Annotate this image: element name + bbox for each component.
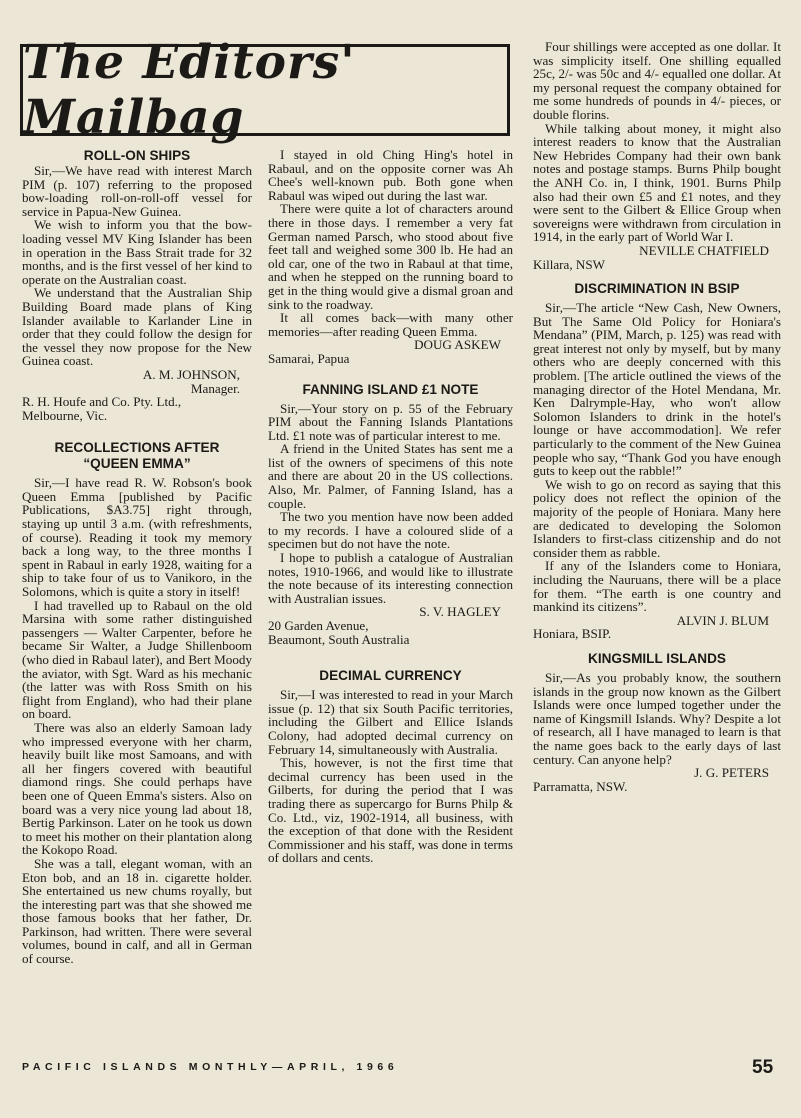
letter-signature: S. V. HAGLEY — [419, 604, 501, 620]
letter-heading: DECIMAL CURRENCY — [319, 668, 462, 684]
letter-paragraph: Sir,—The article “New Cash, New Owners, But The Same Old Policy for Honiara's Mendana” (PIM, March, p. 125) was read with great interest not only by myself, but by many others who are deeply concerned with this problem. [The article outlined the views of the managing director of the Hotel Mendana, Mr. Ken Dalrymple-Hay, who won't allow Solomon Islanders to drink in the hotel's lounge or have accommodation]. We refer particularly to the comment of the New Guinea people who say, “Thank God you have enough guts to keep out the rabble!” — [533, 300, 781, 479]
letter-heading: KINGSMILL ISLANDS — [588, 650, 726, 666]
letter-paragraph: While talking about money, it might also interest readers to know that the Australian New Hebrides Company had their own bank notes and postage stamps. Burns Philp bought the ANH Co. in, I think, 1901. Burns Philp also had their own £5 and £1 notes, and they were sent to the Gilbert & Ellice Group when sovereigns were withdrawn from circulation in 1914, in the early part of World War I. — [533, 120, 781, 245]
letter-paragraph: I hope to publish a catalogue of Australian notes, 1910-1966, and would like to illustrate the note because of its interesting connection with Australian issues. — [268, 550, 513, 606]
letter-address: R. H. Houfe and Co. Pty. Ltd., — [22, 394, 182, 410]
letter-paragraph: It all comes back—with many other memories—after reading Queen Emma. — [268, 310, 513, 339]
letter-address: Samarai, Papua — [268, 350, 350, 366]
column-3 — [533, 40, 781, 793]
letter-address: Melbourne, Vic. — [22, 407, 108, 423]
letter-heading: ROLL-ON SHIPS — [83, 148, 191, 163]
letter-heading: DISCRIMINATION IN BSIP — [574, 281, 740, 297]
letter-signature: A. M. JOHNSON, — [142, 366, 240, 382]
letter-address: Beaumont, South Australia — [268, 631, 410, 647]
letter-paragraph: I stayed in old Ching Hing's hotel in Rabaul, and on the opposite corner was Ah Chee's well-known pub. Both gone when Rabaul was wiped out during the last war. — [268, 147, 513, 203]
letter-paragraph: If any of the Islanders come to Honiara, including the Nauruans, there will be a place for them. “The earth is one country and mankind its citizens”. — [533, 558, 781, 615]
letter-heading: “QUEEN EMMA” — [83, 456, 191, 472]
letter-paragraph: We wish to go on record as saying that this policy does not reflect the opinion of the majority of the people of Honiara. Many here are dedicated to developing the Solomon Islanders to first-class citizenship and do not consider them as rabble. — [533, 476, 781, 560]
letter-paragraph: Sir,—We have read with interest March PIM (p. 107) referring to the proposed bow-loading roll-on-roll-off vessel for service in Papua-New Guinea. — [22, 163, 252, 219]
letter-signature: ALVIN J. BLUM — [676, 612, 769, 628]
letter-signature: NEVILLE CHATFIELD — [639, 242, 769, 258]
letter-paragraph: There were quite a lot of characters around there in those days. I remember a very fat German named Parsch, who stood about five feet tall and weighed some 300 lb. He had an old car, one of the two in Rabaul at that time, and when he stepped on the running board to get in the thing would give a dismal groan and sink to the roadway. — [268, 201, 513, 312]
letter-paragraph: We wish to inform you that the bow-loading vessel MV King Islander has been in operation in the Bass Strait trade for 32 months, and is the first vessel of her kind to operate on the Australian coast. — [22, 217, 252, 287]
letter-address: Killara, NSW — [533, 256, 605, 272]
letter-paragraph: Sir,—I was interested to read in your March issue (p. 12) that six South Pacific territories, including the Gilbert and Ellice Islands Colony, had adopted decimal currency on February 14, simultaneously with Australia. — [268, 687, 513, 757]
letter-paragraph: Sir,—I have read R. W. Robson's book Queen Emma [published by Pacific Publications, $A3.75] right through, staying up until 3 a.m. (with refreshments, of course). Reading it took my memory back a long way, to the three months I spent in Rabaul in early 1928, waiting for a ship to take four of us to Vanikoro, in the Solomons, which is quite a story in itself! — [22, 475, 252, 600]
letter-paragraph: Sir,—Your story on p. 55 of the February PIM about the Fanning Islands Plantations Ltd. £1 note was of particular interest to me. — [268, 400, 513, 443]
column-2 — [268, 148, 513, 865]
letter-paragraph: A friend in the United States has sent me a list of the owners of specimens of this note and there are about 20 in the US collections. Also, Mr. Palmer, of Fanning Island, has a couple. — [268, 441, 513, 511]
letter-signature-title: Manager. — [190, 380, 240, 396]
letter-signature: DOUG ASKEW — [414, 337, 501, 353]
letter-paragraph: I had travelled up to Rabaul on the old Marsina with some rather distinguished passengers — Walter Carpenter, before he became Sir Walter, a Judge Shillenboom (who died in Rabaul later), and Bert Moody the aviator, with Sgt. Ward as his mechanic (the latter was with Ross Smith on his flight from England), who had their plane on board. — [22, 597, 252, 722]
masthead-title: The Editors' Mailbag — [23, 35, 356, 145]
letter-fanning-island — [268, 382, 513, 647]
letter-queen-emma — [22, 440, 252, 965]
letter-paragraph: There was also an elderly Samoan lady who impressed everyone with her charm, heavily built like most Samoans, and with all her fingers covered with beautiful diamond rings. She could perhaps have been one of Queen Emma's sisters. Also on board was a very nice young lad about 18, Bertig Parkinson. Later on he took us down to meet his mother on their plantation along the Kokopo Road. — [22, 719, 252, 858]
footer-publication-line: PACIFIC ISLANDS MONTHLY—APRIL, 1966 — [22, 1061, 399, 1073]
letter-address: 20 Garden Avenue, — [268, 618, 369, 633]
letter-paragraph: Sir,—As you probably know, the southern islands in the group now known as the Gilbert Islands were once lumped together under the name of Kingsmill Islands. Why? Despite a lot of research, all I have managed to learn is that the name goes back to the early days of last century. Can anyone help? — [533, 669, 781, 767]
letter-queen-emma-continued — [268, 148, 513, 366]
letter-decimal-currency — [268, 668, 513, 865]
letter-paragraph: She was a tall, elegant woman, with an Eton bob, and an 18 in. cigarette holder. She entertained us new chums royally, but the interesting part was that she showed me those famous books that her father, Dr. Parkinson, had written. There were several volumes, bound in calf, and all in German of course. — [22, 855, 252, 967]
letter-paragraph: We understand that the Australian Ship Building Board made plans of King Islander available to Karlander Line in order that they could follow the design for the vessel they now propose for the New Guinea coast. — [22, 285, 252, 369]
column-1 — [22, 148, 252, 966]
page-number: 55 — [752, 1057, 774, 1078]
letter-heading: RECOLLECTIONS AFTER — [54, 440, 220, 456]
letter-heading: FANNING ISLAND £1 NOTE — [302, 381, 479, 397]
letter-discrimination-bsip — [533, 281, 781, 641]
letter-decimal-currency-continued — [533, 40, 781, 271]
letter-roll-on-ships — [22, 148, 252, 422]
letter-signature: J. G. PETERS — [694, 765, 769, 781]
letter-paragraph: Four shillings were accepted as one dollar. It was simplicity itself. One shilling equalled 25c, 2/- was 50c and 4/- equalled one dollar. At my personal request the company obtained for me some hundreds of pounds in 4/- pieces, or double florins. — [533, 39, 781, 122]
masthead-box — [20, 35, 510, 145]
letter-paragraph: This, however, is not the first time that decimal currency has been used in the Gilberts, for during the period that I was trading there as supercargo for Burns Philp & Co. Ltd., viz, 1902-1914, all business, with the exception of that done with the Resident Commissioner and his staff, was done in terms of dollars and cents. — [268, 755, 513, 866]
letter-kingsmill-islands — [533, 651, 781, 793]
letter-address: Honiara, BSIP. — [533, 626, 612, 642]
letter-paragraph: The two you mention have now been added to my records. I have a coloured slide of a specimen but do not have the note. — [268, 509, 513, 552]
letter-address: Parramatta, NSW. — [533, 778, 628, 794]
